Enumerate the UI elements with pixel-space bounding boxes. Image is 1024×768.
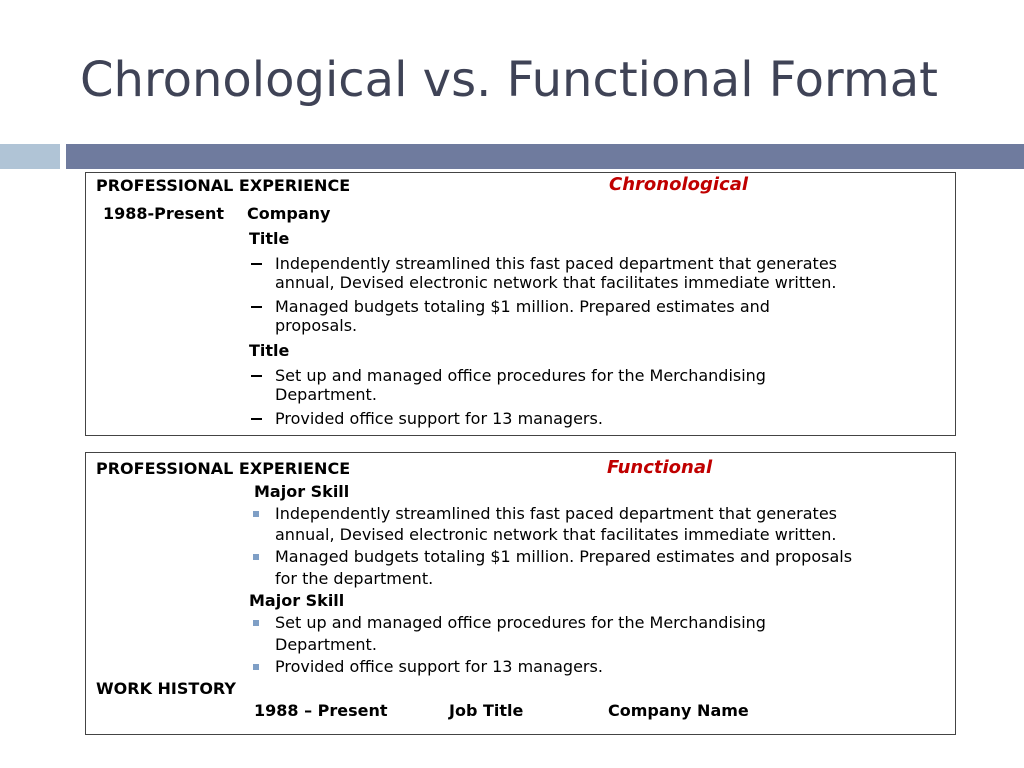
square-bullet-icon (253, 620, 259, 626)
work-history-dates: 1988 – Present (254, 701, 388, 720)
chrono-company: Company (247, 204, 331, 223)
func-format-label: Functional (607, 457, 713, 478)
dash-bullet-icon (251, 306, 262, 308)
func-bullet-3-line-2: Department. (275, 635, 377, 654)
func-bullet-3-line-1: Set up and managed office procedures for the Merchandising (275, 613, 766, 632)
func-bullet-4: Provided office support for 13 managers. (275, 657, 603, 676)
chrono-bullet-2-line-2: proposals. (275, 316, 358, 335)
chrono-dates: 1988-Present (103, 204, 225, 223)
func-skill-2: Major Skill (249, 591, 345, 610)
chrono-job-title-1: Title (249, 229, 290, 248)
slide-title: Chronological vs. Functional Format (80, 52, 938, 108)
func-skill-1: Major Skill (254, 482, 350, 501)
chrono-bullet-3-line-1: Set up and managed office procedures for the Merchandising (275, 366, 766, 385)
square-bullet-icon (253, 554, 259, 560)
chronological-example-box (85, 172, 956, 436)
chrono-job-title-2: Title (249, 341, 290, 360)
chrono-bullet-1-line-2: annual, Devised electronic network that facilitates immediate written. (275, 273, 837, 292)
func-section-header: PROFESSIONAL EXPERIENCE (96, 459, 351, 478)
func-bullet-1-line-2: annual, Devised electronic network that facilitates immediate written. (275, 525, 837, 544)
title-band-accent (0, 144, 60, 169)
chrono-bullet-4: Provided office support for 13 managers. (275, 409, 603, 428)
dash-bullet-icon (251, 375, 262, 377)
title-band (66, 144, 1024, 169)
work-history-company: Company Name (608, 701, 749, 720)
func-bullet-2-line-1: Managed budgets totaling $1 million. Prepared estimates and proposals (275, 547, 853, 566)
chrono-bullet-2-line-1: Managed budgets totaling $1 million. Prepared estimates and (275, 297, 770, 316)
chrono-bullet-1-line-1: Independently streamlined this fast paced department that generates (275, 254, 837, 273)
functional-example-box (85, 452, 956, 735)
chrono-section-header: PROFESSIONAL EXPERIENCE (96, 176, 351, 195)
chrono-bullet-3-line-2: Department. (275, 385, 377, 404)
work-history-job-title: Job Title (449, 701, 524, 720)
square-bullet-icon (253, 664, 259, 670)
chrono-format-label: Chronological (609, 174, 749, 195)
dash-bullet-icon (251, 418, 262, 420)
work-history-header: WORK HISTORY (96, 679, 236, 698)
func-bullet-1-line-1: Independently streamlined this fast paced department that generates (275, 504, 837, 523)
func-bullet-2-line-2: for the department. (275, 569, 434, 588)
square-bullet-icon (253, 511, 259, 517)
dash-bullet-icon (251, 263, 262, 265)
